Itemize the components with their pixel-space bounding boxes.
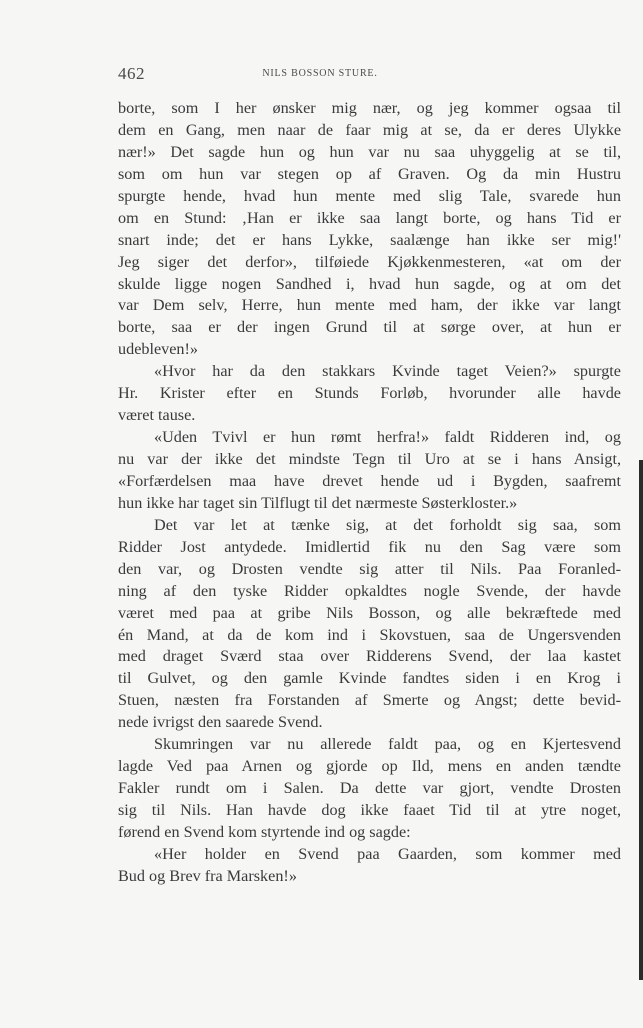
- paragraph: [118, 844, 621, 888]
- text-line: Hr. Krister efter en Stunds Forløb, hvorunder alle havde: [118, 384, 621, 403]
- text-line: om en Stund: ‚Han er ikke saa langt borte, og hans Tid er: [118, 208, 621, 227]
- text-line: Stuen, næsten fra Forstanden af Smerte og Angst; dette bevid-: [118, 691, 621, 710]
- text-line: hun ikke har taget sin Tilflugt til det nærmeste Søsterkloster.»: [118, 493, 518, 512]
- paragraph: [118, 427, 621, 515]
- page-edge-shadow: [639, 460, 643, 980]
- text-line: snart inde; det er hans Lykke, saalænge han ikke ser mig!': [118, 230, 621, 249]
- text-line: været med paa at gribe Nils Bosson, og alle bekræftede med: [118, 603, 621, 622]
- text-line: Jeg siger det derfor», tilføiede Kjøkkenmesteren, «at om der: [118, 252, 621, 271]
- text-line: førend en Svend kom styrtende ind og sagde:: [118, 822, 411, 841]
- text-line: én Mand, at da de kom ind i Skovstuen, saa de Ungersvenden: [118, 625, 621, 644]
- text-line: «Hvor har da den stakkars Kvinde taget Veien?» spurgte: [154, 362, 621, 381]
- text-line: til Gulvet, og den gamle Kvinde fandtes siden i en Krog i: [118, 669, 621, 688]
- text-line: udebleven!»: [118, 340, 199, 359]
- text-line: Skumringen var nu allerede faldt paa, og en Kjertesvend: [154, 735, 621, 754]
- text-line: nu var der ikke det mindste Tegn til Uro at se i hans Ansigt,: [118, 450, 621, 468]
- text-line: «Her holder en Svend paa Gaarden, som kommer med: [154, 844, 621, 863]
- text-line: ning af den tyske Ridder opkaldtes nogle Svende, der havde: [118, 581, 621, 600]
- text-line: «Forfærdelsen maa have drevet hende ud i Bygden, saafremt: [118, 471, 621, 490]
- text-line: Ridder Jost antydede. Imidlertid fik nu den Sag være som: [118, 537, 621, 556]
- text-line: nede ivrigst den saarede Svend.: [118, 713, 323, 732]
- text-line: nær!» Det sagde hun og hun var nu saa uhyggelig at se til,: [118, 142, 621, 161]
- text-line: skulde ligge nogen Sandhed i, hvad hun sagde, og at om det: [118, 274, 621, 293]
- text-line: Fakler rundt om i Salen. Da dette var gjort, vendte Drosten: [118, 779, 621, 798]
- text-line: Bud og Brev fra Marsken!»: [118, 866, 297, 885]
- paragraph: [118, 515, 621, 734]
- text-line: sig til Nils. Han havde dog ikke faaet Tid til at ytre noget,: [118, 801, 621, 819]
- running-head: NILS BOSSON STURE.: [262, 68, 378, 79]
- text-line: med draget Sværd staa over Ridderens Svend, der laa kastet: [118, 647, 621, 666]
- page-header: [118, 64, 522, 88]
- paragraph: [118, 361, 621, 427]
- text-line: dem en Gang, men naar de faar mig at se, da er deres Ulykke: [118, 120, 621, 139]
- text-line: spurgte hende, hvad hun mente med slig Tale, svarede hun: [118, 186, 621, 205]
- text-line: borte, som I her ønsker mig nær, og jeg kommer ogsaa til: [118, 99, 621, 117]
- text-line: som om hun var stegen op af Graven. Og da min Hustru: [118, 164, 621, 183]
- paragraph: [118, 98, 621, 361]
- text-line: borte, saa er der ingen Grund til at sørge over, at hun er: [118, 318, 621, 337]
- body-text: [118, 98, 621, 888]
- text-line: været tause.: [118, 406, 196, 425]
- text-line: lagde Ved paa Arnen og gjorde op Ild, mens en anden tændte: [118, 757, 621, 776]
- text-line: Det var let at tænke sig, at det forholdt sig saa, som: [154, 515, 621, 534]
- text-line: «Uden Tvivl er hun rømt herfra!» faldt Ridderen ind, og: [154, 428, 621, 447]
- text-line: den var, og Drosten vendte sig atter til Nils. Paa Foranled-: [118, 559, 621, 578]
- text-line: var Dem selv, Herre, hun mente med ham, der ikke var langt: [118, 296, 621, 315]
- paragraph: [118, 734, 621, 844]
- page-number: 462: [118, 64, 145, 83]
